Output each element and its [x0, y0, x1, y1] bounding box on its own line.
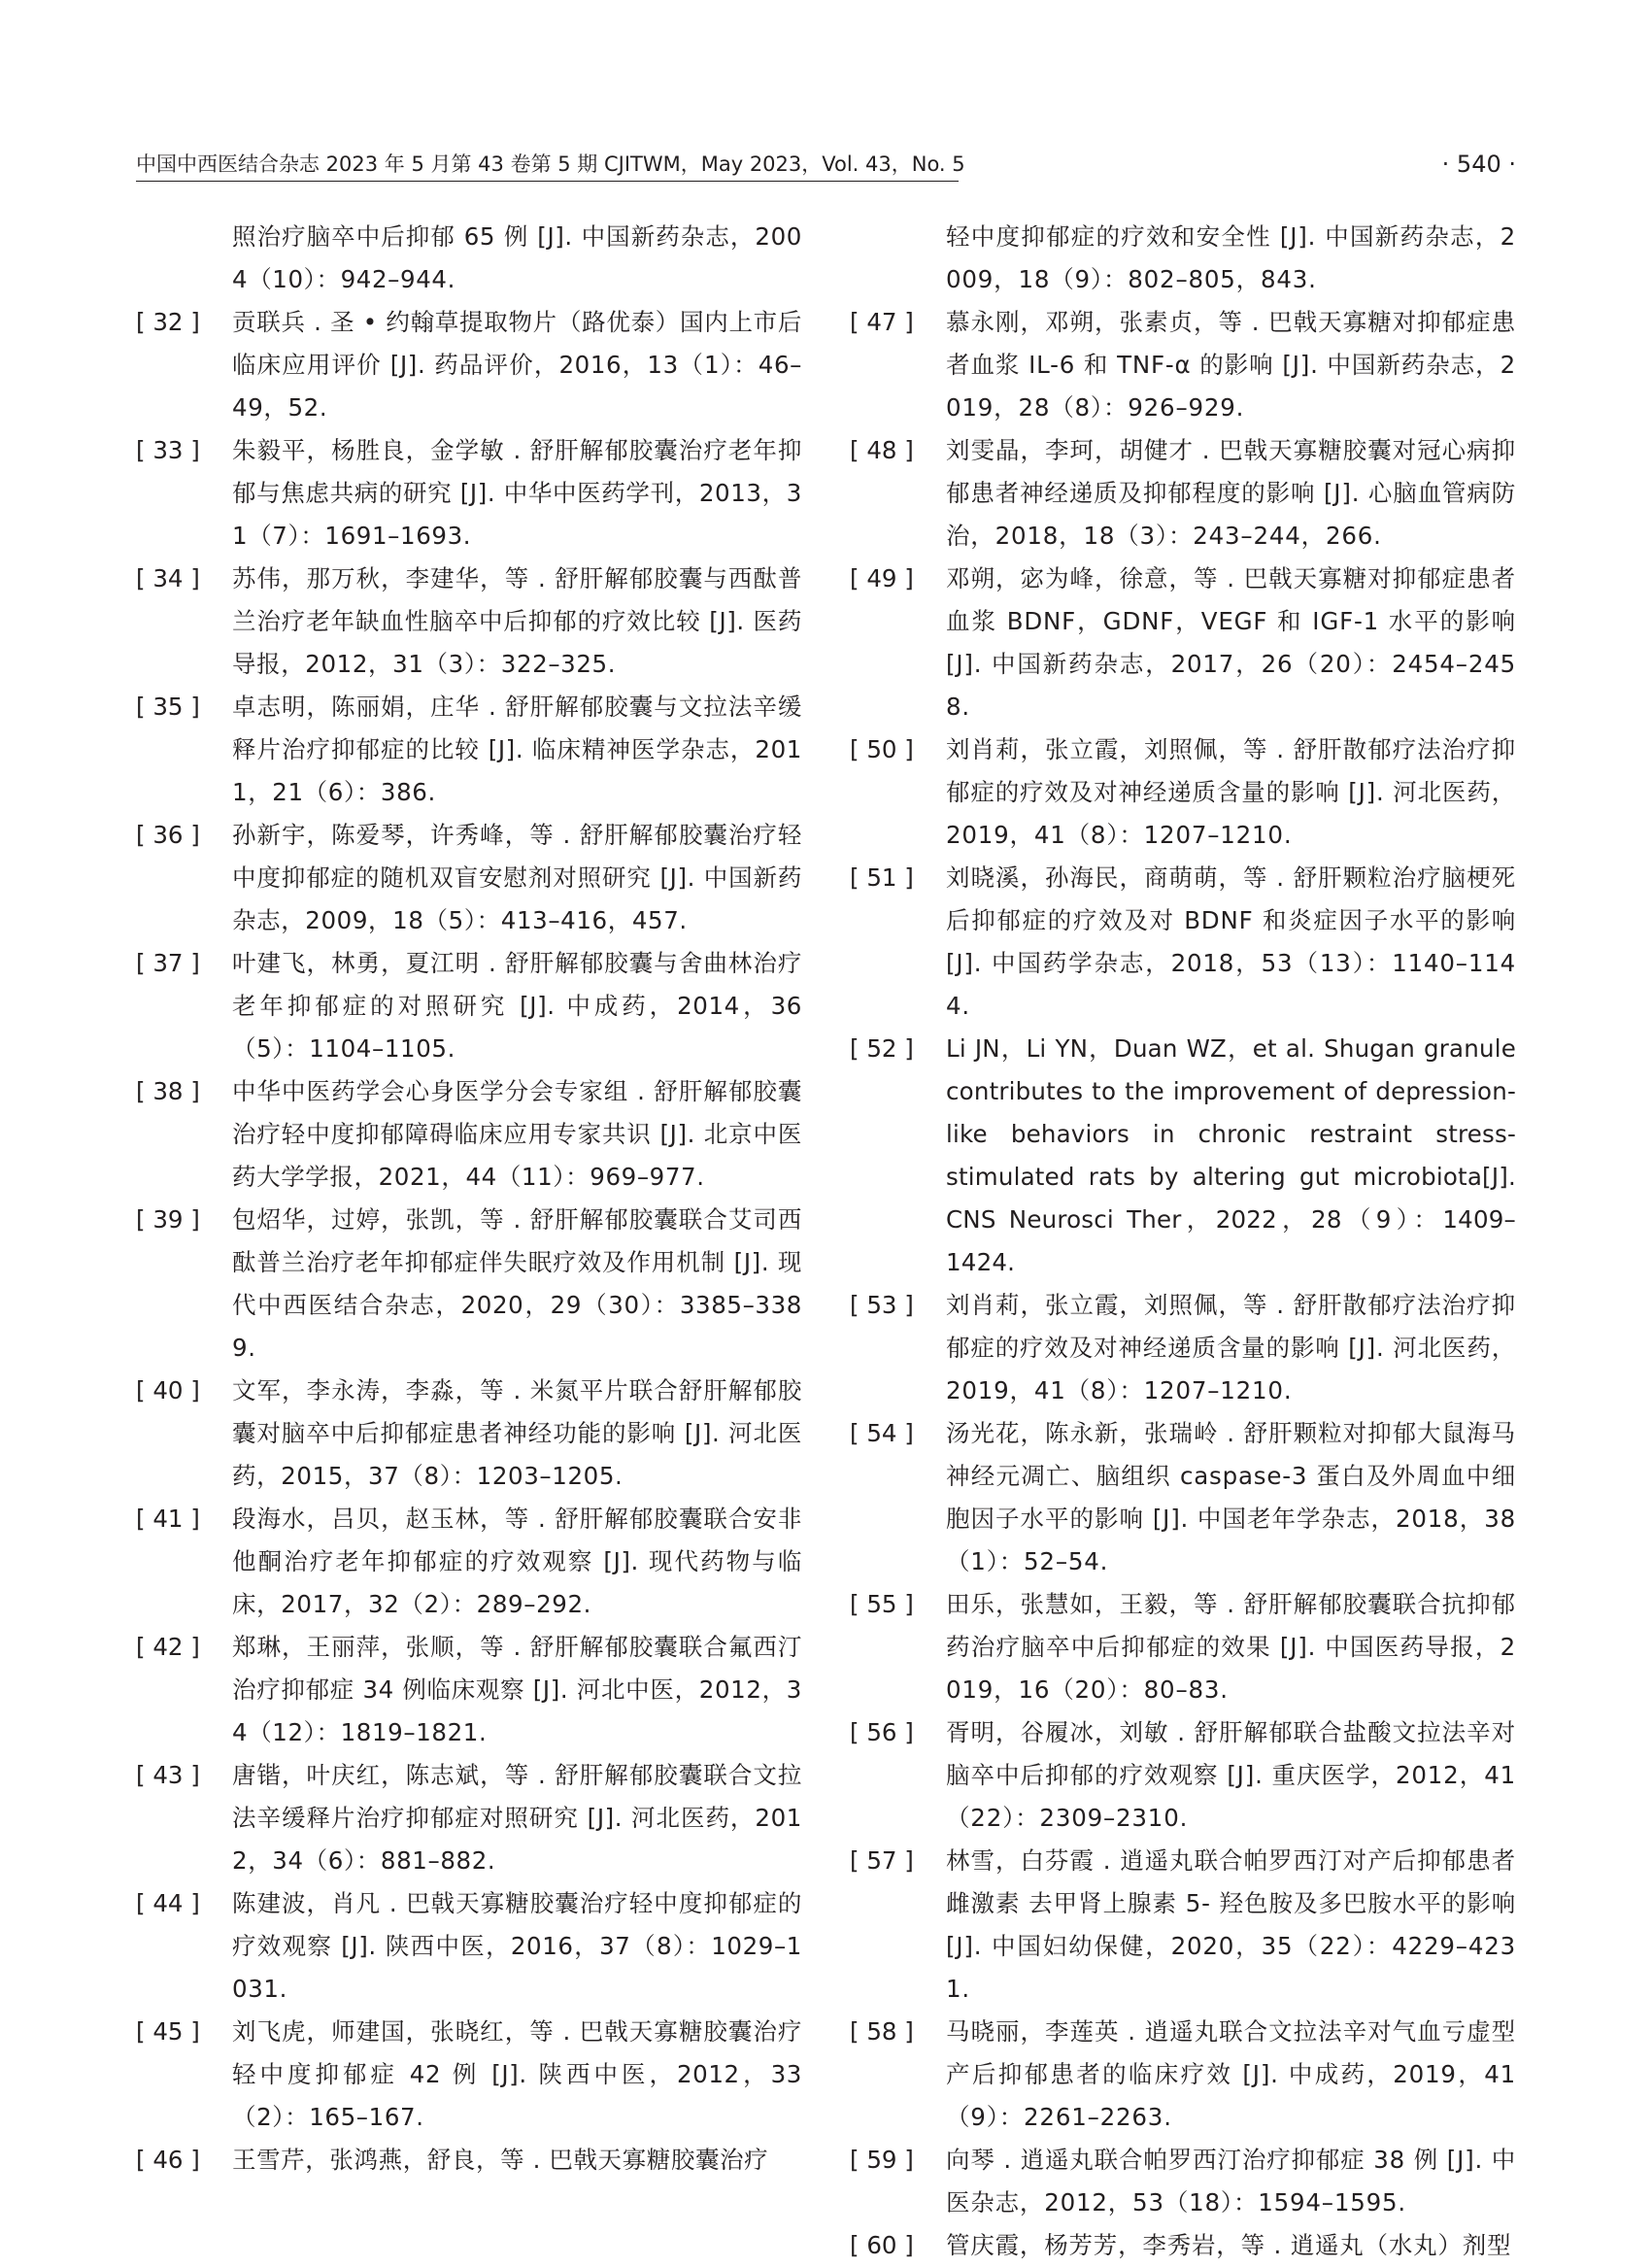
reference-number: [ 48 ] [850, 436, 914, 464]
reference-entry [136, 1370, 802, 1498]
reference-entry [136, 429, 802, 558]
reference-text: 文军，李永涛，李淼，等 . 米氮平片联合舒肝解郁胶囊对脑卒中后抑郁症患者神经功能的影响 [J]. 河北医药，2015，37（8）：1203–1205. [232, 1376, 802, 1490]
reference-text: 向琴 . 逍遥丸联合帕罗西汀治疗抑郁症 38 例 [J]. 中医杂志，2012，53（18）：1594–1595. [946, 2146, 1516, 2216]
reference-entry [136, 1199, 802, 1370]
reference-number: [ 46 ] [136, 2146, 200, 2174]
reference-entry [850, 1840, 1516, 2011]
reference-entry [850, 216, 1516, 301]
reference-text: 胥明，谷履冰，刘敏 . 舒肝解郁联合盐酸文拉法辛对脑卒中后抑郁的疗效观察 [J]. 重庆医学，2012，41（22）：2309–2310. [946, 1718, 1516, 1832]
reference-number: [ 54 ] [850, 1419, 914, 1447]
reference-number: [ 37 ] [136, 949, 200, 977]
reference-entry [136, 301, 802, 429]
reference-number: [ 55 ] [850, 1590, 914, 1618]
reference-number: [ 33 ] [136, 436, 200, 464]
reference-text: 叶建飞，林勇，夏江明 . 舒肝解郁胶囊与舍曲林治疗老年抑郁症的对照研究 [J]. 中成药，2014，36（5）：1104–1105. [232, 949, 802, 1063]
reference-entry [136, 2011, 802, 2139]
reference-entry [136, 2139, 802, 2182]
reference-number: [ 47 ] [850, 308, 914, 336]
reference-text: 马晓丽，李莲英 . 逍遥丸联合文拉法辛对气血亏虚型产后抑郁患者的临床疗效 [J]. 中成药，2019，41（9）：2261–2263. [946, 2017, 1516, 2131]
reference-text: 刘晓溪，孙海民，商萌萌，等 . 舒肝颗粒治疗脑梗死后抑郁症的疗效及对 BDNF 和炎症因子水平的影响 [J]. 中国药学杂志，2018，53（13）：1140–1144. [946, 863, 1516, 1020]
reference-number: [ 59 ] [850, 2146, 914, 2174]
reference-text: 照治疗脑卒中后抑郁 65 例 [J]. 中国新药杂志，2004（10）：942–944. [232, 222, 802, 293]
reference-text: 王雪芹，张鸿燕，舒良，等 . 巴戟天寡糖胶囊治疗 [232, 2146, 769, 2174]
page-number: · 540 · [1441, 151, 1516, 178]
reference-text: 陈建波，肖凡 . 巴戟天寡糖胶囊治疗轻中度抑郁症的疗效观察 [J]. 陕西中医，2016，37（8）：1029–1031. [232, 1889, 802, 2003]
reference-number: [ 57 ] [850, 1846, 914, 1875]
reference-text: 刘雯晶，李珂，胡健才 . 巴戟天寡糖胶囊对冠心病抑郁患者神经递质及抑郁程度的影响 [J]. 心脑血管病防治，2018，18（3）：243–244，266. [946, 436, 1516, 550]
reference-text: 中华中医药学会心身医学分会专家组 . 舒肝解郁胶囊治疗轻中度抑郁障碍临床应用专家共识 [J]. 北京中医药大学学报，2021，44（11）：969–977. [232, 1077, 802, 1191]
reference-text: 唐锴，叶庆红，陈志斌，等 . 舒肝解郁胶囊联合文拉法辛缓释片治疗抑郁症对照研究 [J]. 河北医药，2012，34（6）：881–882. [232, 1761, 802, 1875]
reference-text: 孙新宇，陈爱琴，许秀峰，等 . 舒肝解郁胶囊治疗轻中度抑郁症的随机双盲安慰剂对照研究 [J]. 中国新药杂志，2009，18（5）：413–416，457. [232, 821, 802, 934]
reference-number: [ 41 ] [136, 1505, 200, 1533]
reference-text: 邓朔，宓为峰，徐意，等 . 巴戟天寡糖对抑郁症患者血浆 BDNF，GDNF，VEGF 和 IGF-1 水平的影响 [J]. 中国新药杂志，2017，26（20）：2454–2458. [946, 564, 1516, 721]
reference-entry [136, 1882, 802, 2011]
reference-entry [136, 1070, 802, 1199]
reference-entry [850, 1711, 1516, 1840]
reference-entry [850, 1028, 1516, 1284]
reference-number: [ 58 ] [850, 2017, 914, 2046]
reference-text: 慕永刚，邓朔，张素贞，等 . 巴戟天寡糖对抑郁症患者血浆 IL-6 和 TNF-α 的影响 [J]. 中国新药杂志，2019，28（8）：926–929. [946, 308, 1516, 422]
reference-entry [850, 728, 1516, 857]
reference-number: [ 32 ] [136, 308, 200, 336]
reference-number: [ 34 ] [136, 564, 200, 592]
reference-text: 刘肖莉，张立霞，刘照佩，等 . 舒肝散郁疗法治疗抑郁症的疗效及对神经递质含量的影响 [J]. 河北医药，2019，41（8）：1207–1210. [946, 1291, 1516, 1404]
reference-entry [850, 2011, 1516, 2139]
reference-entry [136, 1626, 802, 1754]
reference-text: 苏伟，那万秋，李建华，等 . 舒肝解郁胶囊与西酞普兰治疗老年缺血性脑卒中后抑郁的疗效比较 [J]. 医药导报，2012，31（3）：322–325. [232, 564, 802, 678]
journal-header-text: 中国中西医结合杂志 2023 年 5 月第 43 卷第 5 期 CJITWM，May 2023，Vol. 43，No. 5 [136, 152, 965, 176]
reference-text: 包炤华，过婷，张凯，等 . 舒肝解郁胶囊联合艾司西酞普兰治疗老年抑郁症伴失眠疗效及作用机制 [J]. 现代中西医结合杂志，2020，29（30）：3385–3389. [232, 1205, 802, 1362]
reference-number: [ 60 ] [850, 2231, 914, 2259]
reference-entry [850, 429, 1516, 558]
reference-text: 朱毅平，杨胜良，金学敏 . 舒肝解郁胶囊治疗老年抑郁与焦虑共病的研究 [J]. 中华中医药学刊，2013，31（7）：1691–1693. [232, 436, 802, 550]
reference-text: 郑琳，王丽萍，张顺，等 . 舒肝解郁胶囊联合氟西汀治疗抑郁症 34 例临床观察 [J]. 河北中医，2012，34（12）：1819–1821. [232, 1633, 802, 1746]
reference-entry [136, 686, 802, 814]
reference-number: [ 51 ] [850, 863, 914, 892]
reference-entry [850, 558, 1516, 728]
reference-number: [ 36 ] [136, 821, 200, 849]
header-rule [136, 181, 959, 182]
reference-number: [ 44 ] [136, 1889, 200, 1917]
reference-text: 林雪，白芬霞 . 逍遥丸联合帕罗西汀对产后抑郁患者雌激素 去甲肾上腺素 5- 羟色胺及多巴胺水平的影响 [J]. 中国妇幼保健，2020，35（22）：4229–4231. [946, 1846, 1516, 2003]
reference-entry [136, 558, 802, 686]
reference-number: [ 56 ] [850, 1718, 914, 1746]
reference-text: 贡联兵 . 圣 • 约翰草提取物片（路优泰）国内上市后临床应用评价 [J]. 药品评价，2016，13（1）：46–49，52. [232, 308, 802, 422]
reference-number: [ 45 ] [136, 2017, 200, 2046]
reference-number: [ 42 ] [136, 1633, 200, 1661]
reference-column-right [850, 216, 1516, 2267]
reference-entry [136, 216, 802, 301]
reference-number: [ 52 ] [850, 1034, 914, 1063]
reference-number: [ 50 ] [850, 735, 914, 763]
reference-entry [850, 301, 1516, 429]
reference-number: [ 43 ] [136, 1761, 200, 1789]
reference-entry [850, 2224, 1516, 2267]
running-header [136, 148, 1516, 181]
reference-column-left [136, 216, 802, 2182]
reference-entry [850, 1284, 1516, 1412]
reference-entry [136, 1754, 802, 1882]
reference-text: 刘肖莉，张立霞，刘照佩，等 . 舒肝散郁疗法治疗抑郁症的疗效及对神经递质含量的影响 [J]. 河北医药，2019，41（8）：1207–1210. [946, 735, 1516, 849]
reference-number: [ 49 ] [850, 564, 914, 592]
reference-text: 段海水，吕贝，赵玉林，等 . 舒肝解郁胶囊联合安非他酮治疗老年抑郁症的疗效观察 [J]. 现代药物与临床，2017，32（2）：289–292. [232, 1505, 802, 1618]
reference-text: Li JN，Li YN，Duan WZ，et al. Shugan granule contributes to the improvement of depression-like behaviors in chronic restraint stress-stimulated rats by altering gut microbiota[J]. CNS Neurosci Ther，2022，28（9）：1409–1424. [946, 1034, 1516, 1276]
reference-entry [136, 942, 802, 1070]
reference-text: 田乐，张慧如，王毅，等 . 舒肝解郁胶囊联合抗抑郁药治疗脑卒中后抑郁症的效果 [J]. 中国医药导报，2019，16（20）：80–83. [946, 1590, 1516, 1704]
reference-number: [ 40 ] [136, 1376, 200, 1404]
reference-text: 刘飞虎，师建国，张晓红，等 . 巴戟天寡糖胶囊治疗轻中度抑郁症 42 例 [J]. 陕西中医，2012，33（2）：165–167. [232, 2017, 802, 2131]
reference-entry [850, 1583, 1516, 1711]
reference-entry [136, 1498, 802, 1626]
reference-number: [ 53 ] [850, 1291, 914, 1319]
reference-text: 卓志明，陈丽娟，庄华 . 舒肝解郁胶囊与文拉法辛缓释片治疗抑郁症的比较 [J]. 临床精神医学杂志，2011，21（6）：386. [232, 693, 802, 806]
reference-text: 管庆霞，杨芳芳，李秀岩，等 . 逍遥丸（水丸）剂型 [946, 2231, 1512, 2259]
reference-entry [136, 814, 802, 942]
reference-number: [ 35 ] [136, 693, 200, 721]
reference-entry [850, 2139, 1516, 2224]
reference-number: [ 39 ] [136, 1205, 200, 1234]
reference-number: [ 38 ] [136, 1077, 200, 1105]
reference-text: 汤光花，陈永新，张瑞岭 . 舒肝颗粒对抑郁大鼠海马神经元凋亡、脑组织 caspase-3 蛋白及外周血中细胞因子水平的影响 [J]. 中国老年学杂志，2018，38（1）：52–54. [946, 1419, 1516, 1575]
reference-text: 轻中度抑郁症的疗效和安全性 [J]. 中国新药杂志，2009，18（9）：802–805，843. [946, 222, 1516, 293]
reference-entry [850, 1412, 1516, 1583]
reference-entry [850, 857, 1516, 1028]
